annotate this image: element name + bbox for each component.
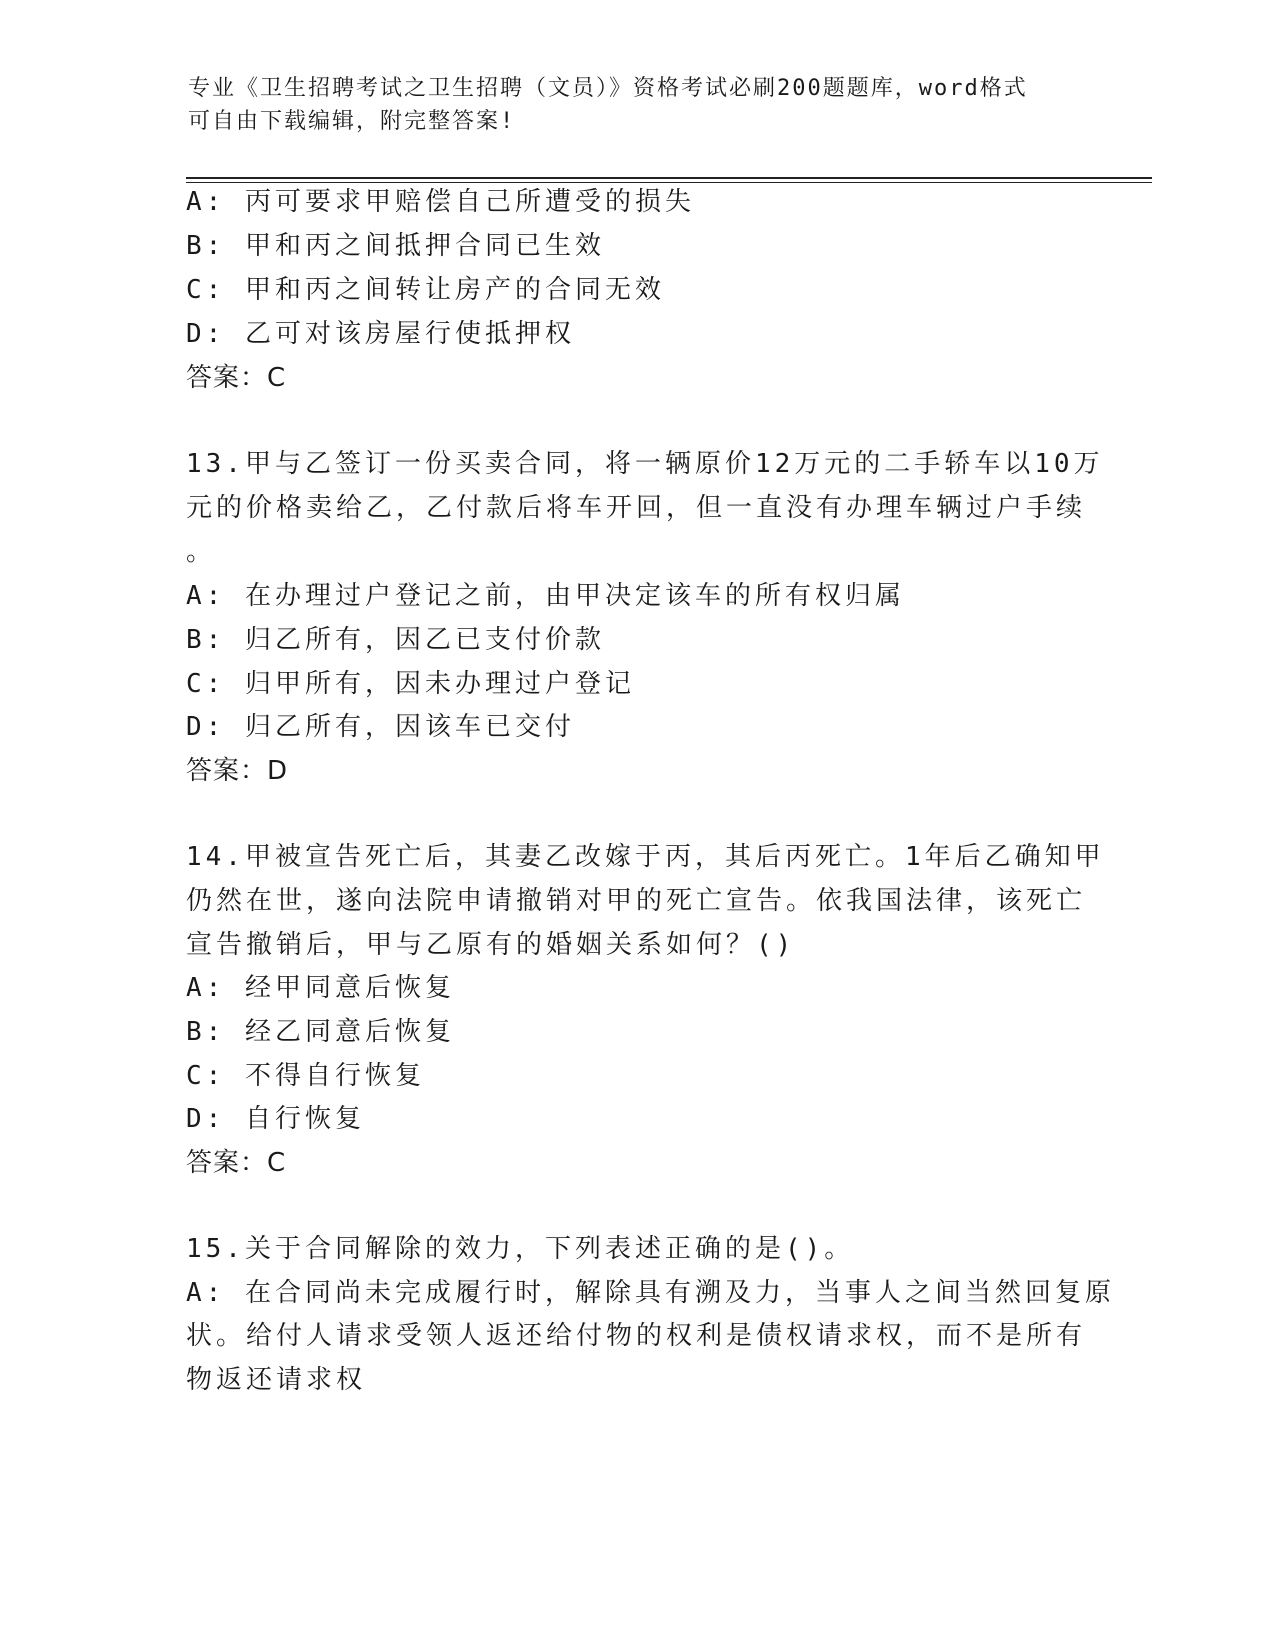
q13-option-d: D: 归乙所有，因该车已交付	[186, 712, 575, 742]
q14-stem-line-3: 宣告撤销后，甲与乙原有的婚姻关系如何？()	[186, 930, 796, 960]
header-line-2: 可自由下载编辑，附完整答案!	[188, 109, 516, 134]
q14-answer: 答案：C	[186, 1148, 287, 1178]
q14-option-b: B: 经乙同意后恢复	[186, 1017, 455, 1047]
document-header	[188, 72, 1068, 138]
header-line-1: 专业《卫生招聘考试之卫生招聘（文员）》资格考试必刷200题题库，word格式	[188, 76, 1028, 101]
header-divider	[186, 177, 1152, 183]
q15-option-a-line-3: 物返还请求权	[186, 1365, 367, 1395]
q13-answer: 答案：D	[186, 756, 289, 786]
q12-option-d: D: 乙可对该房屋行使抵押权	[186, 319, 575, 349]
q14-stem-line-1: 14.甲被宣告死亡后，其妻乙改嫁于丙，其后丙死亡。1年后乙确知甲	[186, 842, 1105, 872]
q13-option-b: B: 归乙所有，因乙已支付价款	[186, 625, 605, 655]
q15-option-a-line-2: 状。给付人请求受领人返还给付物的权利是债权请求权，而不是所有	[186, 1321, 1087, 1351]
q14-stem-line-2: 仍然在世，遂向法院申请撤销对甲的死亡宣告。依我国法律，该死亡	[186, 886, 1087, 916]
q13-stem-line-1: 13.甲与乙签订一份买卖合同，将一辆原价12万元的二手轿车以10万	[186, 449, 1104, 479]
q12-option-b: B: 甲和丙之间抵押合同已生效	[186, 231, 605, 261]
q13-stem-line-3: 。	[186, 537, 217, 567]
q13-stem-line-2: 元的价格卖给乙，乙付款后将车开回，但一直没有办理车辆过户手续	[186, 493, 1087, 523]
q12-option-c: C: 甲和丙之间转让房产的合同无效	[186, 275, 665, 305]
q12-answer: 答案：C	[186, 363, 287, 393]
q15-option-a-line-1: A: 在合同尚未完成履行时，解除具有溯及力，当事人之间当然回复原	[186, 1278, 1115, 1308]
q14-option-d: D: 自行恢复	[186, 1104, 365, 1134]
q14-option-c: C: 不得自行恢复	[186, 1061, 425, 1091]
q15-stem-line-1: 15.关于合同解除的效力，下列表述正确的是()。	[186, 1234, 855, 1264]
q13-option-c: C: 归甲所有，因未办理过户登记	[186, 669, 635, 699]
q13-option-a: A: 在办理过户登记之前，由甲决定该车的所有权归属	[186, 581, 905, 611]
q12-option-a: A: 丙可要求甲赔偿自己所遭受的损失	[186, 187, 695, 217]
q14-option-a: A: 经甲同意后恢复	[186, 973, 455, 1003]
